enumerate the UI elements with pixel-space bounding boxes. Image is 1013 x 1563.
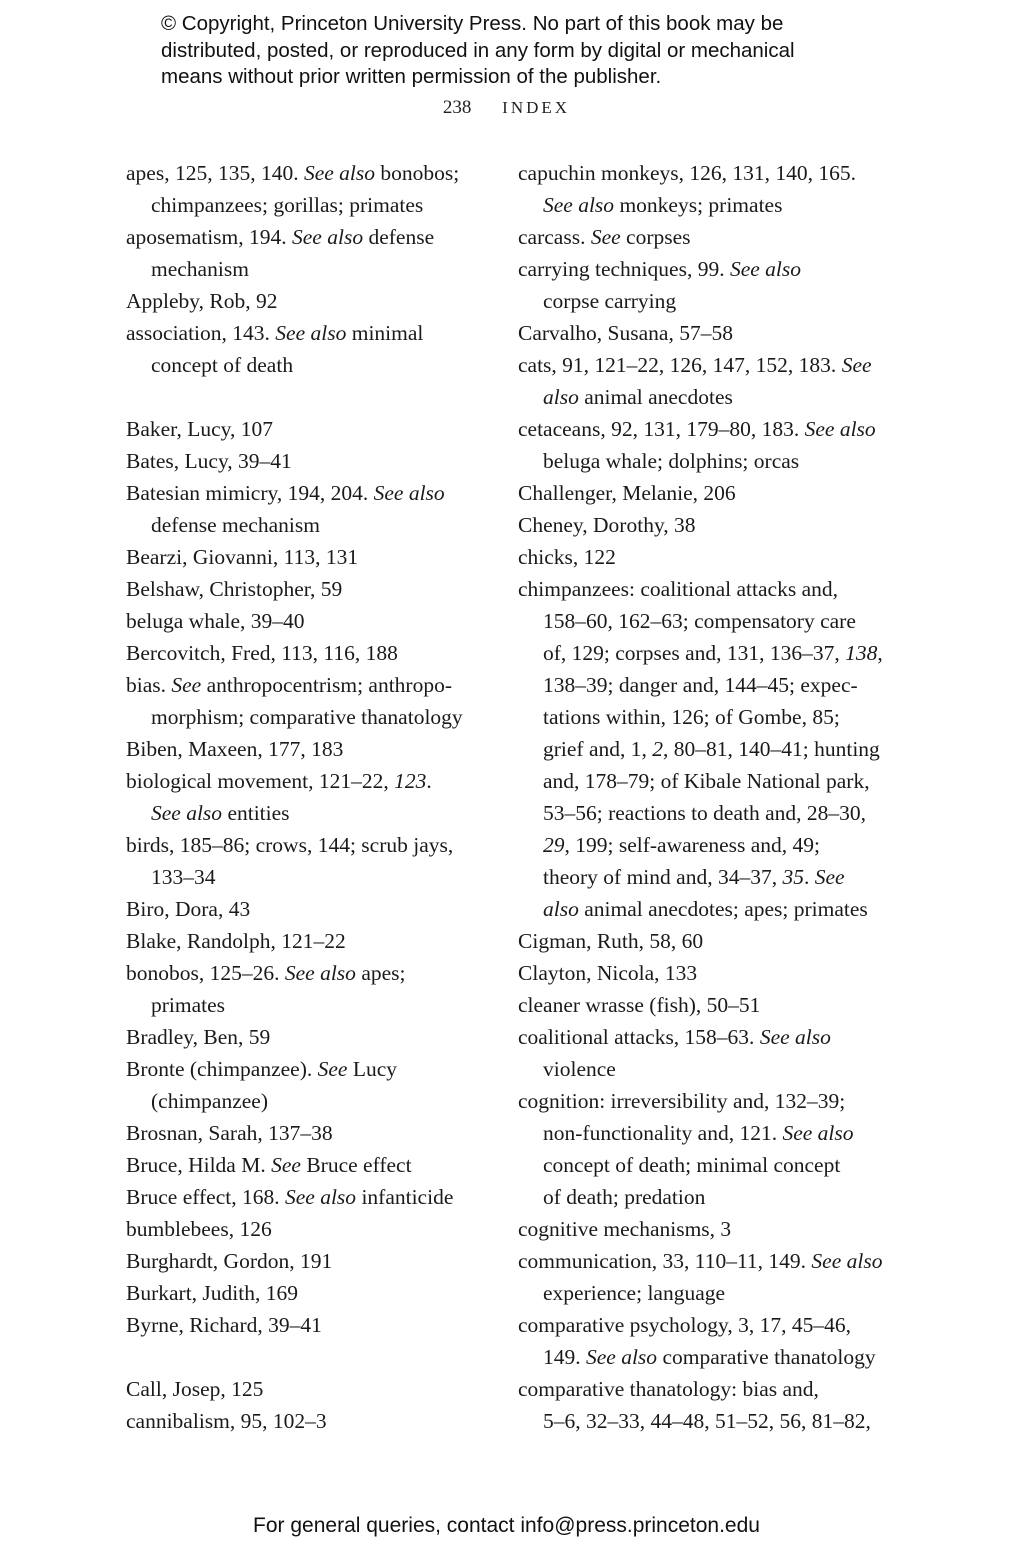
- index-text: Burkart, Judith, 169: [126, 1281, 298, 1305]
- index-text: Burghardt, Gordon, 191: [126, 1249, 333, 1273]
- index-entry-continuation: [126, 189, 496, 221]
- index-text: Challenger, Melanie, 206: [518, 481, 736, 505]
- index-entry-continuation: [126, 1085, 496, 1117]
- index-text: 138–39; danger and, 144–45; expec-: [543, 673, 858, 697]
- index-text: theory of mind and, 34–37,: [543, 865, 783, 889]
- cross-reference-label: See also: [285, 1185, 357, 1209]
- index-entry: [126, 573, 496, 605]
- index-text: Bradley, Ben, 59: [126, 1025, 271, 1049]
- index-entry: [126, 637, 496, 669]
- index-entry: [126, 1245, 496, 1277]
- index-text: 158–60, 162–63; compensatory care: [543, 609, 856, 633]
- index-text: (chimpanzee): [151, 1089, 268, 1113]
- index-entry: [126, 157, 496, 189]
- index-text: .: [803, 865, 815, 889]
- index-text: Brosnan, Sarah, 137–38: [126, 1121, 333, 1145]
- index-entry-continuation: [518, 765, 888, 797]
- index-entry: [126, 1117, 496, 1149]
- index-entry-continuation: [518, 1277, 888, 1309]
- copyright-notice: [161, 11, 881, 91]
- index-text: chicks, 122: [518, 545, 616, 569]
- index-entry: [518, 477, 888, 509]
- index-text: 149.: [543, 1345, 586, 1369]
- index-entry: [126, 1405, 496, 1437]
- index-text: Appleby, Rob, 92: [126, 289, 278, 313]
- cross-reference-label: See: [271, 1153, 301, 1177]
- index-entry: [126, 445, 496, 477]
- index-entry-continuation: [518, 605, 888, 637]
- index-entry: [518, 925, 888, 957]
- index-entry-continuation: [518, 381, 888, 413]
- index-entry: [126, 1181, 496, 1213]
- index-entry: [126, 829, 496, 861]
- index-text: bumblebees, 126: [126, 1217, 272, 1241]
- index-entry: [126, 765, 496, 797]
- index-text: comparative psychology, 3, 17, 45–46,: [518, 1313, 851, 1337]
- index-text: Bates, Lucy, 39–41: [126, 449, 292, 473]
- index-entry: [126, 541, 496, 573]
- index-entry-continuation: [518, 189, 888, 221]
- index-text: Belshaw, Christopher, 59: [126, 577, 343, 601]
- index-text: , 80–81, 140–41; hunting: [663, 737, 880, 761]
- index-text: mechanism: [151, 257, 249, 281]
- index-entry: [126, 1149, 496, 1181]
- index-entry-continuation: [126, 797, 496, 829]
- cross-reference-label: See also: [804, 417, 876, 441]
- cross-reference-label: See also: [275, 321, 347, 345]
- cross-reference-label: See also: [292, 225, 364, 249]
- index-text: Carvalho, Susana, 57–58: [518, 321, 733, 345]
- index-entry-continuation: [518, 701, 888, 733]
- page-number: 238: [442, 97, 472, 118]
- index-text: Lucy: [347, 1057, 398, 1081]
- index-text: cats, 91, 121–22, 126, 147, 152, 183.: [518, 353, 842, 377]
- index-text: Clayton, Nicola, 133: [518, 961, 698, 985]
- index-entry: [518, 989, 888, 1021]
- index-text: aposematism, 194.: [126, 225, 293, 249]
- contact-footer: For general queries, contact info@press.princeton.edu: [253, 1514, 760, 1537]
- index-entry: [126, 285, 496, 317]
- index-text: Cigman, Ruth, 58, 60: [518, 929, 704, 953]
- index-entry-continuation: [518, 1405, 888, 1437]
- cross-reference-label: See also: [729, 257, 802, 281]
- index-text: carcass.: [518, 225, 591, 249]
- index-text: monkeys; primates: [614, 193, 783, 217]
- index-text: 53–56; reactions to death and, 28–30,: [543, 801, 867, 825]
- index-text: coalitional attacks, 158–63.: [518, 1025, 760, 1049]
- index-entry-continuation: [518, 829, 888, 861]
- cross-reference-label: 123: [394, 769, 427, 793]
- index-text: ,: [877, 641, 883, 665]
- copyright-line: means without prior written permission of the publisher.: [161, 65, 662, 88]
- index-entry: [518, 541, 888, 573]
- index-text: corpse carrying: [543, 289, 677, 313]
- index-entry: [518, 221, 888, 253]
- index-text: beluga whale; dolphins; orcas: [543, 449, 800, 473]
- index-column-right: [518, 157, 888, 1437]
- index-text: morphism; comparative thanatology: [151, 705, 463, 729]
- index-text: of death; predation: [543, 1185, 706, 1209]
- cross-reference-label: See also: [284, 961, 356, 985]
- index-text: defense: [363, 225, 435, 249]
- cross-reference-label: See: [171, 673, 202, 697]
- index-text: Bronte (chimpanzee).: [126, 1057, 318, 1081]
- cross-reference-label: See also: [373, 481, 445, 505]
- cross-reference-label: 35: [782, 865, 804, 889]
- cross-reference-label: See also: [782, 1121, 854, 1145]
- index-entry: [126, 1373, 496, 1405]
- index-entry-continuation: [518, 797, 888, 829]
- cross-reference-label: 138: [845, 641, 878, 665]
- index-entry: [518, 1245, 888, 1277]
- cross-reference-label: See also: [543, 193, 615, 217]
- index-entry-continuation: [518, 445, 888, 477]
- index-entry: [518, 1213, 888, 1245]
- index-text: concept of death; minimal concept: [543, 1153, 841, 1177]
- index-entry-continuation: [126, 989, 496, 1021]
- letter-group-gap: [126, 1341, 496, 1373]
- index-entry: [518, 157, 888, 189]
- index-text: and, 178–79; of Kibale National park,: [543, 769, 870, 793]
- index-entry: [126, 221, 496, 253]
- index-text: cleaner wrasse (fish), 50–51: [518, 993, 761, 1017]
- index-entry: [518, 253, 888, 285]
- index-text: infanticide: [356, 1185, 454, 1209]
- index-text: .: [426, 769, 432, 793]
- index-text: chimpanzees: coalitional attacks and,: [518, 577, 838, 601]
- index-entry: [518, 1085, 888, 1117]
- index-entry-continuation: [126, 349, 496, 381]
- cross-reference-label: 29: [543, 833, 565, 857]
- index-entry: [126, 669, 496, 701]
- index-text: apes;: [355, 961, 406, 985]
- index-text: bias.: [126, 673, 172, 697]
- index-entry: [518, 1309, 888, 1341]
- page-title: INDEX: [502, 98, 571, 117]
- index-entry: [126, 957, 496, 989]
- copyright-line: © Copyright, Princeton University Press. No part of this book may be: [161, 12, 784, 35]
- index-text: Biben, Maxeen, 177, 183: [126, 737, 344, 761]
- index-entry: [126, 1021, 496, 1053]
- index-text: animal anecdotes; apes; primates: [578, 897, 868, 921]
- index-entry-continuation: [518, 1053, 888, 1085]
- index-entry: [518, 413, 888, 445]
- index-entry-continuation: [518, 893, 888, 925]
- cross-reference-label: 2: [652, 737, 664, 761]
- index-text: carrying techniques, 99.: [518, 257, 730, 281]
- index-text: Bercovitch, Fred, 113, 116, 188: [126, 641, 398, 665]
- index-text: entities: [222, 801, 290, 825]
- index-text: communication, 33, 110–11, 149.: [518, 1249, 812, 1273]
- index-text: experience; language: [543, 1281, 726, 1305]
- cross-reference-label: See also: [759, 1025, 831, 1049]
- index-text: corpses: [620, 225, 691, 249]
- index-text: capuchin monkeys, 126, 131, 140, 165.: [518, 161, 856, 185]
- index-text: 5–6, 32–33, 44–48, 51–52, 56, 81–82,: [543, 1409, 871, 1433]
- index-text: Baker, Lucy, 107: [126, 417, 274, 441]
- index-text: apes, 125, 135, 140.: [126, 161, 304, 185]
- index-text: Batesian mimicry, 194, 204.: [126, 481, 374, 505]
- cross-reference-label: See also: [151, 801, 223, 825]
- cross-reference-label: See also: [811, 1249, 883, 1273]
- index-entry-continuation: [518, 733, 888, 765]
- index-entry-continuation: [518, 861, 888, 893]
- index-text: concept of death: [151, 353, 294, 377]
- index-text: minimal: [346, 321, 424, 345]
- index-entry-continuation: [518, 669, 888, 701]
- cross-reference-label: also: [543, 897, 579, 921]
- index-text: cannibalism, 95, 102–3: [126, 1409, 327, 1433]
- index-entry: [126, 733, 496, 765]
- index-entry: [518, 1373, 888, 1405]
- running-head: [0, 97, 1013, 119]
- index-entry: [518, 317, 888, 349]
- index-entry-continuation: [126, 701, 496, 733]
- cross-reference-label: See also: [303, 161, 376, 185]
- index-text: chimpanzees; gorillas; primates: [151, 193, 424, 217]
- index-entry: [126, 317, 496, 349]
- index-text: anthropocentrism; anthropo-: [201, 673, 453, 697]
- index-text: cognitive mechanisms, 3: [518, 1217, 732, 1241]
- index-text: Bearzi, Giovanni, 113, 131: [126, 545, 359, 569]
- cross-reference-label: See: [317, 1057, 348, 1081]
- index-text: Blake, Randolph, 121–22: [126, 929, 346, 953]
- index-text: Cheney, Dorothy, 38: [518, 513, 696, 537]
- index-entry: [518, 349, 888, 381]
- cross-reference-label: See: [814, 865, 845, 889]
- index-entry: [126, 1053, 496, 1085]
- index-entry: [126, 605, 496, 637]
- index-entry: [126, 1309, 496, 1341]
- cross-reference-label: See: [841, 353, 872, 377]
- index-text: primates: [151, 993, 226, 1017]
- letter-group-gap: [126, 381, 496, 413]
- index-entry-continuation: [518, 1181, 888, 1213]
- index-entry: [126, 1213, 496, 1245]
- index-text: bonobos;: [375, 161, 460, 185]
- index-entry: [518, 509, 888, 541]
- index-text: cetaceans, 92, 131, 179–80, 183.: [518, 417, 805, 441]
- index-entry-continuation: [126, 509, 496, 541]
- index-text: Bruce effect, 168.: [126, 1185, 285, 1209]
- cross-reference-label: See: [590, 225, 621, 249]
- index-entry-continuation: [126, 861, 496, 893]
- index-entry: [126, 925, 496, 957]
- index-entry-continuation: [518, 637, 888, 669]
- index-text: of, 129; corpses and, 131, 136–37,: [543, 641, 846, 665]
- index-text: association, 143.: [126, 321, 276, 345]
- index-entry: [126, 477, 496, 509]
- copyright-line: distributed, posted, or reproduced in any form by digital or mechanical: [161, 38, 795, 62]
- index-text: Bruce effect: [300, 1153, 412, 1177]
- index-text: birds, 185–86; crows, 144; scrub jays,: [126, 833, 454, 857]
- index-entry: [518, 957, 888, 989]
- index-text: tations within, 126; of Gombe, 85;: [543, 705, 840, 729]
- index-text: non-functionality and, 121.: [543, 1121, 783, 1145]
- index-entry-continuation: [518, 1149, 888, 1181]
- index-text: cognition: irreversibility and, 132–39;: [518, 1089, 846, 1113]
- cross-reference-label: See also: [586, 1345, 658, 1369]
- index-text: Call, Josep, 125: [126, 1377, 264, 1401]
- index-entry: [518, 573, 888, 605]
- index-entry-continuation: [518, 1341, 888, 1373]
- index-entry: [126, 1277, 496, 1309]
- index-text: 133–34: [151, 865, 216, 889]
- cross-reference-label: also: [543, 385, 579, 409]
- index-text: beluga whale, 39–40: [126, 609, 305, 633]
- index-entry: [126, 893, 496, 925]
- index-text: Biro, Dora, 43: [126, 897, 251, 921]
- index-entry: [518, 1021, 888, 1053]
- index-text: violence: [543, 1057, 616, 1081]
- index-text: animal anecdotes: [578, 385, 733, 409]
- index-text: , 199; self-awareness and, 49;: [564, 833, 821, 857]
- index-text: Bruce, Hilda M.: [126, 1153, 272, 1177]
- index-text: grief and, 1,: [543, 737, 653, 761]
- index-entry: [126, 413, 496, 445]
- index-text: defense mechanism: [151, 513, 320, 537]
- index-text: comparative thanatology: [657, 1345, 876, 1369]
- index-entry-continuation: [126, 253, 496, 285]
- index-text: comparative thanatology: bias and,: [518, 1377, 819, 1401]
- index-entry-continuation: [518, 1117, 888, 1149]
- index-text: bonobos, 125–26.: [126, 961, 285, 985]
- index-entry-continuation: [518, 285, 888, 317]
- index-column-left: [126, 157, 496, 1437]
- index-text: Byrne, Richard, 39–41: [126, 1313, 322, 1337]
- index-text: biological movement, 121–22,: [126, 769, 395, 793]
